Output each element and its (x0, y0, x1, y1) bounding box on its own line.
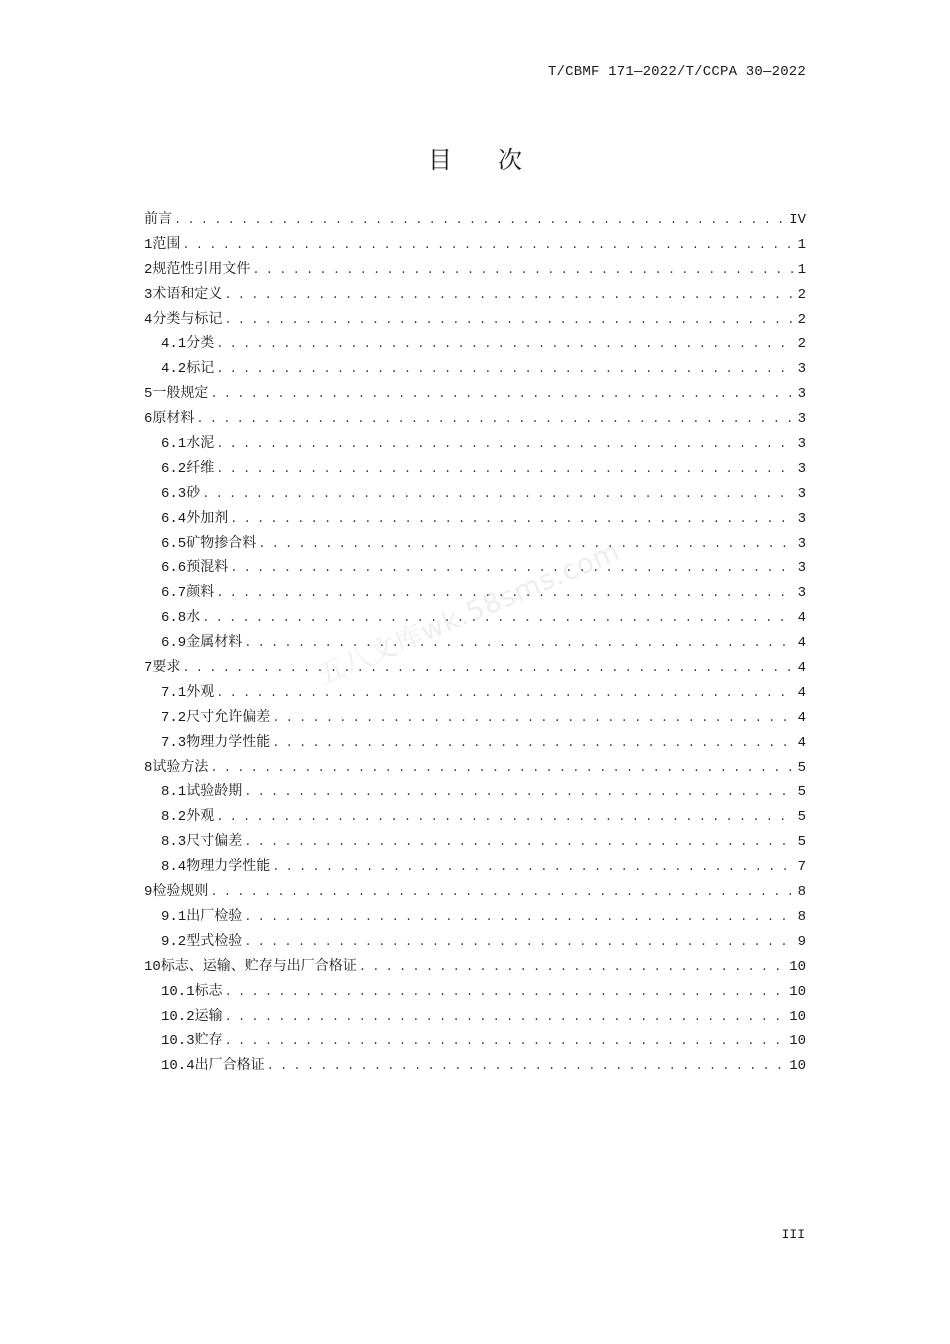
toc-dot-leader (258, 532, 793, 557)
toc-entry-number: 6.5 (161, 535, 187, 552)
toc-entry[interactable] (144, 257, 806, 282)
toc-dot-leader (244, 830, 793, 855)
toc-entry-title: 物理力学性能 (186, 858, 271, 875)
toc-entry[interactable] (144, 406, 806, 431)
toc-entry-title: 试验方法 (152, 758, 209, 775)
toc-entry-page: 10 (789, 1008, 806, 1025)
toc-entry[interactable] (144, 456, 806, 481)
toc-dot-leader (182, 656, 793, 681)
toc-entry-page: 4 (797, 610, 806, 627)
toc-entry-number: 5 (144, 386, 153, 403)
toc-entry-page: 5 (797, 759, 806, 776)
toc-entry-page: 10 (789, 1033, 806, 1050)
toc-entry-page: 8 (797, 908, 806, 925)
toc-entry-page: 3 (797, 460, 806, 477)
toc-dot-leader (359, 955, 785, 980)
toc-entry-page: 7 (797, 859, 806, 876)
toc-entry-title: 外加剂 (186, 509, 229, 526)
toc-entry[interactable] (144, 381, 806, 406)
toc-entry[interactable] (144, 929, 806, 954)
toc-entry[interactable] (144, 705, 806, 730)
toc-entry-title: 标记 (186, 360, 215, 377)
toc-entry-title: 出厂合格证 (194, 1057, 265, 1074)
toc-dot-leader (244, 780, 793, 805)
toc-entry[interactable] (144, 431, 806, 456)
toc-entry-title: 规范性引用文件 (152, 260, 251, 277)
toc-dot-leader (225, 980, 786, 1005)
toc-dot-leader (174, 208, 785, 233)
toc-entry-page: 3 (797, 485, 806, 502)
toc-dot-leader (272, 731, 793, 756)
toc-dot-leader (216, 332, 793, 357)
toc-dot-leader (267, 1054, 786, 1079)
toc-entry-page: 2 (797, 336, 806, 353)
toc-dot-leader (182, 233, 793, 258)
toc-entry[interactable] (144, 506, 806, 531)
toc-dot-leader (216, 432, 793, 457)
document-code-header: T/CBMF 171—2022/T/CCPA 30—2022 (547, 64, 806, 80)
toc-dot-leader (244, 930, 793, 955)
toc-entry-number: 6.8 (161, 610, 187, 627)
toc-entry-number: 7 (144, 660, 153, 677)
toc-entry-title: 前言 (144, 211, 172, 227)
page-title: 目次 (428, 146, 568, 174)
toc-entry[interactable] (144, 331, 806, 356)
toc-dot-leader (225, 1005, 786, 1030)
toc-entry[interactable] (144, 804, 806, 829)
toc-entry[interactable] (144, 680, 806, 705)
toc-entry-title: 颜料 (186, 584, 215, 601)
toc-entry-page: 9 (797, 933, 806, 950)
toc-entry-title: 纤维 (186, 459, 215, 476)
toc-entry-number: 6.6 (161, 560, 187, 577)
toc-entry[interactable] (144, 356, 806, 381)
toc-entry-page: 5 (797, 784, 806, 801)
toc-entry-title: 水泥 (186, 435, 215, 452)
toc-entry-title: 试验龄期 (186, 783, 243, 800)
toc-entry-number: 8.3 (161, 834, 187, 851)
toc-entry-page: 4 (797, 734, 806, 751)
toc-dot-leader (216, 457, 793, 482)
toc-entry-number: 6.2 (161, 460, 187, 477)
toc-entry-title: 标志、运输、贮存与出厂合格证 (160, 957, 357, 974)
toc-entry[interactable] (144, 207, 806, 232)
toc-entry-number: 4.1 (161, 336, 187, 353)
toc-entry-number: 8.1 (161, 784, 187, 801)
toc-entry[interactable] (144, 779, 806, 804)
toc-entry[interactable] (144, 1028, 806, 1053)
toc-entry-number: 10.1 (161, 983, 195, 1000)
toc-entry-title: 外观 (186, 683, 215, 700)
toc-entry-title: 物理力学性能 (186, 733, 271, 750)
toc-dot-leader (202, 482, 793, 507)
table-of-contents (144, 207, 806, 1078)
toc-entry-page: 3 (797, 560, 806, 577)
toc-entry-title: 术语和定义 (152, 285, 223, 302)
watermark: 五八文库wk.58sms.com (313, 535, 625, 692)
toc-entry[interactable] (144, 829, 806, 854)
toc-dot-leader (216, 805, 793, 830)
toc-entry-number: 6 (144, 411, 153, 428)
toc-entry-page: 5 (797, 834, 806, 851)
toc-dot-leader (252, 258, 793, 283)
toc-entry-page: 3 (797, 535, 806, 552)
toc-entry-number: 4.2 (161, 361, 187, 378)
toc-entry-number: 9.2 (161, 933, 187, 950)
toc-entry-page: 3 (797, 436, 806, 453)
toc-entry-number: 2 (144, 261, 153, 278)
toc-entry-title: 尺寸允许偏差 (186, 708, 271, 725)
toc-entry-number: 4 (144, 311, 153, 328)
toc-entry-number: 6.1 (161, 436, 187, 453)
toc-entry-number: 8.2 (161, 809, 187, 826)
toc-entry-title: 原材料 (152, 410, 195, 427)
toc-entry-page: 2 (797, 286, 806, 303)
toc-entry[interactable] (144, 854, 806, 879)
toc-entry-title: 金属材料 (186, 634, 243, 651)
toc-entry-title: 型式检验 (186, 932, 243, 949)
toc-entry-page: 1 (797, 261, 806, 278)
toc-entry-number: 7.3 (161, 734, 187, 751)
toc-dot-leader (272, 855, 793, 880)
toc-entry-page: 4 (797, 684, 806, 701)
toc-entry-page: 1 (797, 236, 806, 253)
toc-entry-page: 4 (797, 635, 806, 652)
toc-entry-number: 7.2 (161, 709, 187, 726)
page-number-footer: III (781, 1227, 805, 1242)
toc-entry[interactable] (144, 904, 806, 929)
toc-entry-page: 3 (797, 510, 806, 527)
toc-entry[interactable] (144, 755, 806, 780)
toc-entry-title: 范围 (152, 235, 181, 252)
toc-entry-title: 一般规定 (152, 385, 209, 402)
toc-entry[interactable] (144, 730, 806, 755)
toc-entry-title: 分类与标记 (152, 310, 223, 327)
toc-entry-page: 8 (797, 884, 806, 901)
toc-entry[interactable] (144, 531, 806, 556)
toc-entry-page: IV (789, 212, 806, 228)
toc-dot-leader (230, 507, 793, 532)
toc-entry-number: 6.4 (161, 510, 187, 527)
toc-dot-leader (196, 407, 793, 432)
toc-entry-title: 贮存 (194, 1032, 223, 1049)
toc-entry-title: 尺寸偏差 (186, 833, 243, 850)
toc-entry-page: 3 (797, 411, 806, 428)
toc-dot-leader (210, 880, 793, 905)
toc-entry[interactable] (144, 979, 806, 1004)
toc-entry-title: 要求 (152, 659, 181, 676)
toc-dot-leader (216, 681, 793, 706)
toc-entry-number: 9 (144, 884, 153, 901)
toc-dot-leader (244, 905, 793, 930)
toc-entry-title: 标志 (194, 982, 223, 999)
toc-dot-leader (225, 1029, 786, 1054)
toc-dot-leader (216, 357, 793, 382)
toc-entry-title: 分类 (186, 335, 215, 352)
toc-entry-page: 10 (789, 1058, 806, 1075)
toc-entry[interactable] (144, 655, 806, 680)
toc-entry-number: 10.4 (161, 1058, 195, 1075)
toc-entry-title: 砂 (186, 484, 201, 501)
toc-entry-page: 2 (797, 311, 806, 328)
toc-entry-page: 5 (797, 809, 806, 826)
toc-entry-page: 3 (797, 585, 806, 602)
toc-entry-number: 7.1 (161, 684, 187, 701)
toc-entry[interactable] (144, 879, 806, 904)
toc-entry-title: 检验规则 (152, 883, 209, 900)
toc-entry-number: 10 (144, 958, 161, 975)
toc-entry-number: 6.3 (161, 485, 187, 502)
toc-dot-leader (210, 382, 793, 407)
toc-dot-leader (224, 283, 793, 308)
toc-entry-page: 3 (797, 386, 806, 403)
toc-entry[interactable] (144, 232, 806, 257)
toc-dot-leader (224, 308, 793, 333)
toc-entry-number: 6.7 (161, 585, 187, 602)
toc-entry[interactable] (144, 307, 806, 332)
toc-entry-number: 8 (144, 759, 153, 776)
toc-entry[interactable] (144, 954, 806, 979)
toc-entry-number: 3 (144, 286, 153, 303)
toc-entry-number: 1 (144, 236, 153, 253)
toc-entry[interactable] (144, 481, 806, 506)
toc-entry-title: 外观 (186, 808, 215, 825)
toc-entry-title: 水 (186, 609, 201, 626)
toc-entry[interactable] (144, 555, 806, 580)
toc-entry-title: 矿物掺合料 (186, 534, 257, 551)
toc-entry-number: 10.2 (161, 1008, 195, 1025)
toc-entry-title: 运输 (194, 1007, 223, 1024)
toc-entry[interactable] (144, 1004, 806, 1029)
toc-entry-page: 3 (797, 361, 806, 378)
toc-entry-number: 6.9 (161, 635, 187, 652)
toc-entry-page: 10 (789, 983, 806, 1000)
toc-entry[interactable] (144, 630, 806, 655)
toc-dot-leader (272, 706, 793, 731)
toc-entry-number: 8.4 (161, 859, 187, 876)
toc-entry[interactable] (144, 282, 806, 307)
toc-entry[interactable] (144, 1053, 806, 1078)
toc-entry-page: 4 (797, 660, 806, 677)
toc-entry-number: 10.3 (161, 1033, 195, 1050)
toc-dot-leader (210, 756, 793, 781)
toc-entry-page: 10 (789, 958, 806, 975)
toc-entry-number: 9.1 (161, 908, 187, 925)
toc-entry-title: 预混料 (186, 559, 229, 576)
toc-entry-page: 4 (797, 709, 806, 726)
toc-entry-title: 出厂检验 (186, 907, 243, 924)
